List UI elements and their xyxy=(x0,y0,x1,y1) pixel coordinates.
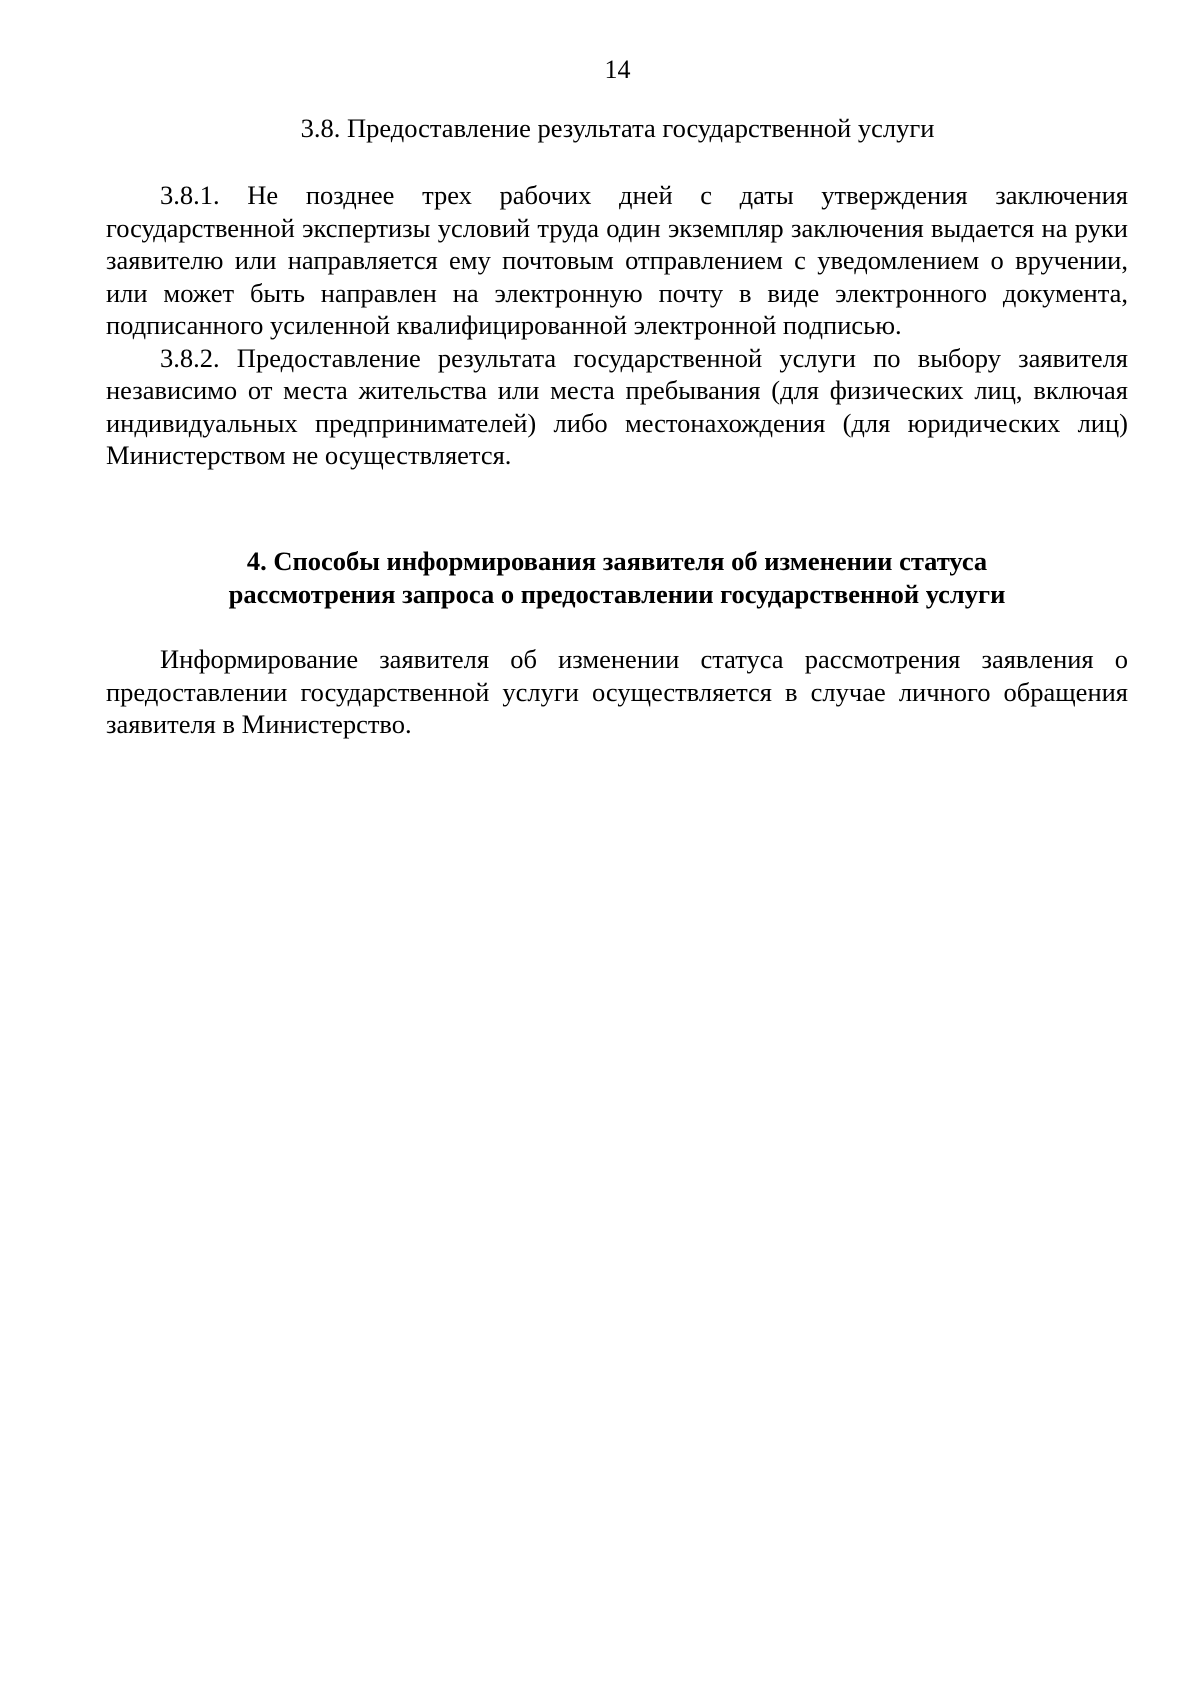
section-heading-line-1: 4. Способы информирования заявителя об изменении статуса xyxy=(246,546,988,576)
section-body xyxy=(106,643,1128,741)
section-heading-line-2: рассмотрения запроса о предоставлении государственной услуги xyxy=(228,579,1006,609)
subsection-heading: 3.8. Предоставление результата государственной услуги xyxy=(300,113,935,143)
page-number: 14 xyxy=(604,55,631,84)
paragraph-3-8-2: 3.8.2. Предоставление результата государственной услуги по выбору заявителя независимо от места жительства или места пребывания (для физических лиц, включая индивидуальных предпринимателей) либо местонахождения (для юридических лиц) Министерством не осуществляется. xyxy=(106,342,1128,470)
paragraph-section-4: Информирование заявителя об изменении статуса рассмотрения заявления о предоставлении государственной услуги осуществляется в случае личного обращения заявителя в Министерство. xyxy=(106,644,1128,739)
section-heading xyxy=(106,545,1128,611)
subsection-body xyxy=(106,179,1128,472)
paragraph-3-8-1: 3.8.1. Не позднее трех рабочих дней с даты утверждения заключения государственной экспертизы условий труда один экземпляр заключения выдается на руки заявителю или направляется ему почтовым отправлением с уведомлением о вручении, или может быть направлен на электронную почту в виде электронного документа, подписанного усиленной квалифицированной электронной подписью. xyxy=(106,180,1128,340)
